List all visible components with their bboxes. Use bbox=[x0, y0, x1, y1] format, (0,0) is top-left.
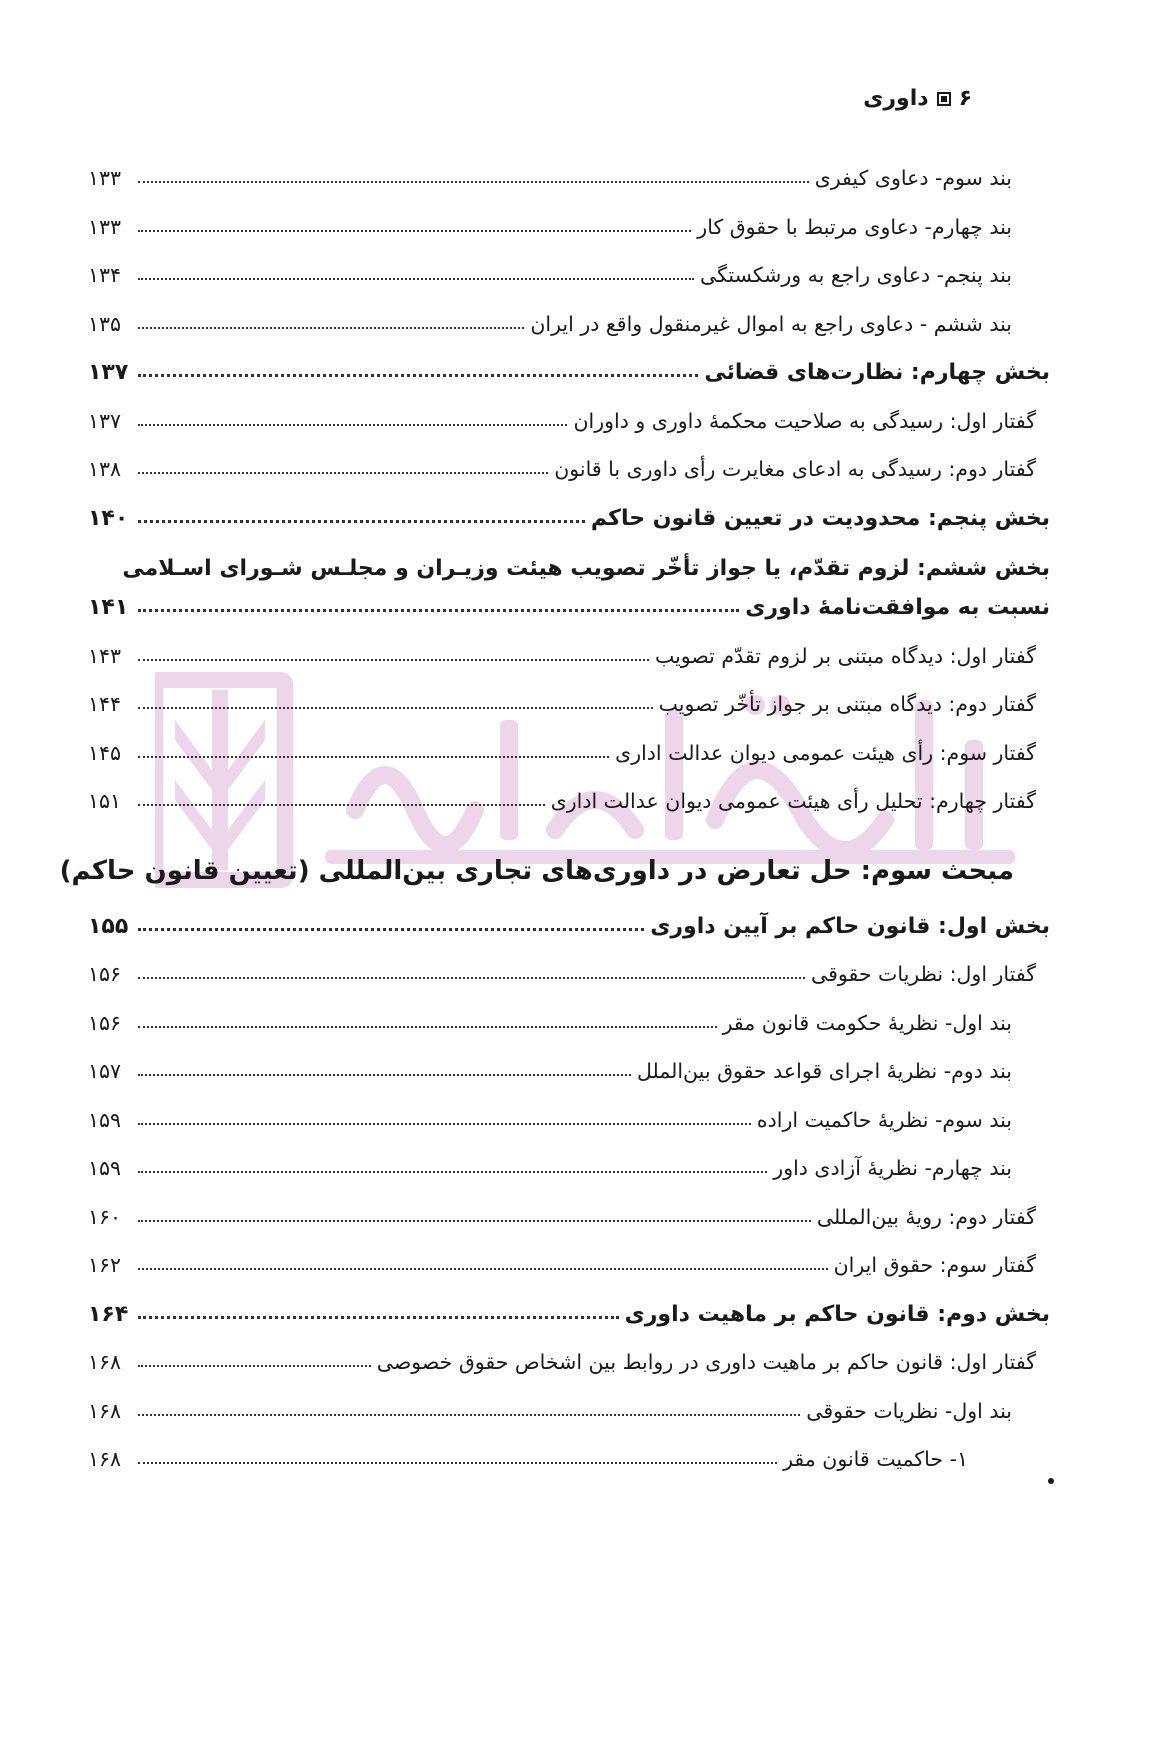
toc-page-number: ۱۳۸ bbox=[88, 457, 122, 481]
dot-leader bbox=[138, 1220, 811, 1222]
toc-entry bbox=[88, 265, 1050, 314]
dot-leader bbox=[138, 520, 585, 523]
dot-leader bbox=[138, 1316, 619, 1319]
toc-part-entry bbox=[88, 913, 1050, 965]
toc-page-number: ۱۴۴ bbox=[88, 692, 122, 716]
toc-page-number: ۱۳۷ bbox=[88, 360, 129, 385]
dot-leader bbox=[138, 804, 545, 806]
dot-leader bbox=[138, 1268, 828, 1270]
toc-entry bbox=[88, 1158, 1050, 1207]
square-bullet-icon bbox=[937, 92, 951, 106]
toc-entry-title: بند سوم- دعاوی کیفری bbox=[814, 166, 1012, 190]
toc-entry-title: گفتار اول: نظریات حقوقی bbox=[810, 962, 1036, 986]
toc-entry-title: گفتار چهارم: تحلیل رأی هیئت عمومی دیوان عدالت اداری bbox=[550, 789, 1036, 813]
toc-page-number: ۱۶۸ bbox=[88, 1447, 122, 1471]
toc-page-number: ۱۶۸ bbox=[88, 1398, 122, 1423]
dot-leader bbox=[138, 472, 548, 474]
toc-page-number: ۱۳۵ bbox=[88, 311, 122, 336]
toc-entry-title: گفتار اول: رسیدگی به صلاحیت محکمهٔ داوری و داوران bbox=[573, 408, 1036, 433]
dot-leader bbox=[138, 374, 698, 377]
toc-entry bbox=[88, 694, 1050, 743]
toc-page-number: ۱۶۰ bbox=[88, 1204, 122, 1229]
toc-entry-title: گفتار دوم: رویهٔ بین‌المللی bbox=[816, 1204, 1036, 1229]
toc-part-entry bbox=[88, 1301, 1050, 1353]
toc-entry bbox=[88, 408, 1050, 460]
toc-entry-title: بند اول- نظریهٔ حکومت قانون مقر bbox=[722, 1010, 1012, 1035]
dot-leader bbox=[138, 756, 609, 758]
toc-entry bbox=[88, 791, 1050, 840]
toc-part-entry bbox=[88, 505, 1050, 557]
toc-page-number: ۱۳۷ bbox=[88, 408, 122, 433]
toc-entry-title: بند دوم- نظریهٔ اجرای قواعد حقوق بین‌الملل bbox=[636, 1059, 1012, 1083]
dot-leader bbox=[138, 928, 644, 931]
toc-part-entry: بخش ششم: لزوم تقدّم، یا جواز تأخّر تصویب هیئت وزیـران و مجلـس شـورای اسـلامی bbox=[122, 556, 1050, 581]
dot-leader bbox=[138, 278, 694, 280]
dot-leader bbox=[138, 230, 691, 232]
toc-page-number: ۱۵۹ bbox=[88, 1107, 122, 1132]
toc-page-number: ۱۳۳ bbox=[88, 214, 122, 239]
toc-entry-title: بند چهارم- نظریهٔ آزادی داور bbox=[773, 1156, 1012, 1180]
toc-entry-title: بند چهارم- دعاوی مرتبط با حقوق کار bbox=[697, 214, 1012, 239]
toc-part-entry bbox=[88, 362, 1050, 411]
dot-leader bbox=[138, 1462, 777, 1464]
toc-page-number: ۱۶۸ bbox=[88, 1350, 122, 1374]
toc-entry bbox=[88, 740, 1050, 792]
toc-page-number: ۱۳۳ bbox=[88, 166, 122, 190]
dot-leader bbox=[138, 181, 809, 183]
toc-entry bbox=[88, 1352, 1050, 1401]
toc-entry bbox=[88, 311, 1050, 363]
toc-entry-title: نسبت به موافقت‌نامهٔ داوری bbox=[745, 595, 1050, 620]
toc-page-number: ۱۵۶ bbox=[88, 962, 122, 986]
dot-leader bbox=[138, 1171, 767, 1173]
toc-entry bbox=[88, 1449, 1050, 1498]
running-header bbox=[863, 86, 972, 111]
toc-entry-title: بخش پنجم: محدودیت در تعیین قانون حاکم bbox=[590, 505, 1050, 531]
toc-entry bbox=[88, 1204, 1050, 1256]
toc-entry-title: بخش دوم: قانون حاکم بر ماهیت داوری bbox=[624, 1301, 1050, 1327]
toc-entry bbox=[88, 1255, 1050, 1304]
toc-entry bbox=[88, 1107, 1050, 1159]
toc-page-number: ۱۶۴ bbox=[88, 1301, 129, 1327]
toc-entry-title: ۱- حاکمیت قانون مقر bbox=[783, 1447, 968, 1471]
dot-leader bbox=[138, 1074, 631, 1076]
toc-page-number: ۱۶۲ bbox=[88, 1253, 122, 1277]
table-of-contents bbox=[59, 166, 1050, 1498]
toc-entry-title: بند ششم - دعاوی راجع به اموال غیرمنقول واقع در ایران bbox=[530, 311, 1012, 336]
toc-entry bbox=[88, 643, 1050, 695]
toc-entry-title: گفتار اول: دیدگاه مبتنی بر لزوم تقدّم تصویب bbox=[654, 643, 1036, 668]
dot-leader bbox=[138, 424, 567, 426]
toc-entry-title: بخش چهارم: نظارت‌های قضائی bbox=[704, 360, 1050, 385]
dot-leader bbox=[138, 609, 739, 612]
dot-leader bbox=[138, 977, 805, 979]
running-title: داوری bbox=[863, 86, 929, 111]
toc-entry-title: گفتار اول: قانون حاکم بر ماهیت داوری در روابط بین اشخاص حقوق خصوصی bbox=[376, 1350, 1036, 1374]
toc-entry-title: بند اول- نظریات حقوقی bbox=[806, 1398, 1012, 1423]
toc-entry-title: بند سوم- نظریهٔ حاکمیت اراده bbox=[756, 1107, 1012, 1132]
dot-leader bbox=[138, 327, 524, 329]
dot-leader bbox=[138, 1123, 751, 1125]
toc-page-number: ۱۴۰ bbox=[88, 505, 129, 531]
toc-entry bbox=[88, 1061, 1050, 1110]
toc-page-number: ۱۳۴ bbox=[88, 263, 122, 287]
dot-leader bbox=[138, 1026, 717, 1028]
dot-leader bbox=[138, 1365, 371, 1367]
toc-page-number: ۱۵۵ bbox=[88, 913, 129, 939]
stray-dot bbox=[1048, 1478, 1054, 1484]
dot-leader bbox=[138, 1414, 800, 1416]
toc-entry bbox=[88, 1398, 1050, 1450]
toc-page-number: ۱۵۶ bbox=[88, 1010, 122, 1035]
toc-page-number: ۱۴۵ bbox=[88, 740, 122, 765]
toc-entry bbox=[88, 459, 1050, 508]
toc-page-number: ۱۵۹ bbox=[88, 1156, 122, 1180]
toc-entry-title: گفتار سوم: رأی هیئت عمومی دیوان عدالت اداری bbox=[615, 740, 1036, 765]
toc-page-number: ۱۴۳ bbox=[88, 643, 122, 668]
page-number: ۶ bbox=[958, 86, 972, 111]
toc-entry-title: گفتار دوم: رسیدگی به ادعای مغایرت رأی داوری با قانون bbox=[554, 457, 1036, 481]
toc-page-number: ۱۵۱ bbox=[88, 789, 122, 813]
toc-entry-title: بند پنجم- دعاوی راجع به ورشکستگی bbox=[699, 263, 1012, 287]
toc-page-number: ۱۵۷ bbox=[88, 1059, 122, 1083]
toc-entry-title: بخش اول: قانون حاکم بر آیین داوری bbox=[650, 913, 1050, 939]
toc-entry bbox=[88, 214, 1050, 266]
dot-leader bbox=[138, 707, 653, 709]
dot-leader bbox=[138, 659, 649, 661]
section-heading: مبحث سوم: حل تعارض در داوری‌های تجاری بین‌المللی (تعیین قانون حاکم) bbox=[59, 855, 1014, 886]
toc-entry-title: گفتار دوم: دیدگاه مبتنی بر جواز تأخّر تصویب bbox=[658, 692, 1036, 716]
toc-entry-title: گفتار سوم: حقوق ایران bbox=[833, 1253, 1036, 1277]
toc-entry bbox=[88, 964, 1050, 1013]
toc-entry bbox=[88, 168, 1050, 217]
toc-entry bbox=[88, 1010, 1050, 1062]
toc-part-entry bbox=[88, 597, 1050, 646]
toc-page-number: ۱۴۱ bbox=[88, 595, 129, 620]
